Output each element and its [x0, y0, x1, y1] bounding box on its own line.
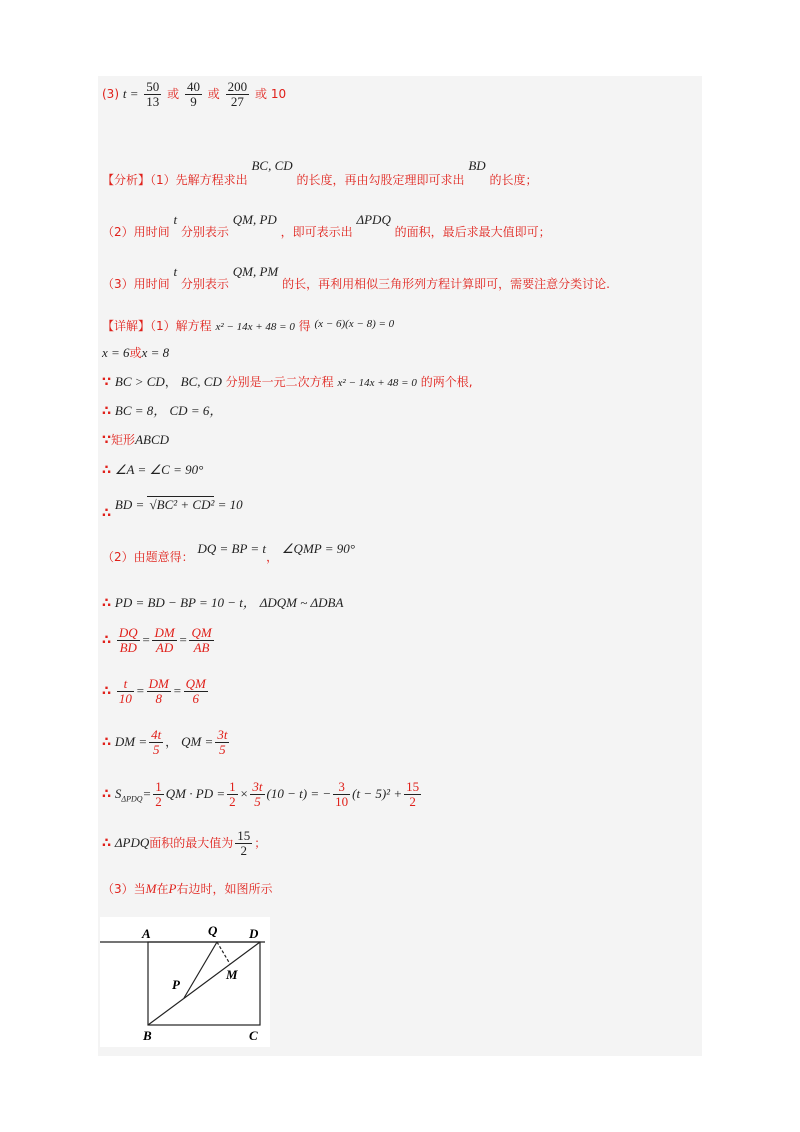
label-p: P [172, 977, 180, 992]
math-triangle-pdq: ΔPDQ [114, 835, 150, 850]
therefore-symbol: ∴ [102, 596, 112, 611]
therefore-symbol: ∴ [102, 836, 112, 851]
analysis-line-3 [102, 264, 610, 292]
frac-dq-bd: $\frac{DQ}{BD}$ [118, 625, 138, 655]
content-panel [98, 76, 702, 1056]
math-qm-pd: QM, PD [232, 212, 277, 227]
t-equals: t = [122, 86, 139, 101]
therefore-symbol: ∴ [102, 684, 112, 699]
detail-text: （1）解方程 [150, 319, 212, 333]
ratio-line-1: ∴ $\frac{DQ}{BD}$ = $\frac{DM}{AD}$ = $\frac{QM}{AB}$ [102, 625, 212, 655]
math-eq-10: = 10 [214, 497, 243, 512]
detail-text: 得 [298, 319, 311, 333]
detail-text: 的两个根, [420, 375, 473, 389]
math-bc-cd: BC, CD [251, 158, 293, 173]
area-line: ∴ $S_{\Delta PDQ}=$ $\frac{1}{2}$ QM · PD = $\frac{1}{2}$ × $\frac{3t}{5}$ (10 − t) = − $\frac{3}{10}$ (t − 5)² + $\frac{15}{2}$ [102, 779, 420, 809]
answer-label: (3) [102, 87, 119, 101]
math-m: M [145, 881, 157, 896]
math-sub: ΔPDQ [121, 794, 143, 804]
answer-10: 10 [270, 87, 287, 101]
frac-15-2-max: $\frac{15}{2}$ [237, 828, 251, 858]
frac-200-27: $\frac{200}{27}$ [227, 79, 248, 109]
or-text: 或 [129, 346, 142, 360]
segment-pq [184, 942, 217, 998]
analysis-text: 分别表示 [180, 277, 229, 291]
frac-3t-5: $\frac{3t}{5}$ [217, 727, 228, 757]
math-qm-pm: QM, PM [232, 264, 279, 279]
therefore-line-1 [102, 403, 222, 420]
or-3: 或 [254, 87, 267, 101]
math-equation: x² − 14x + 48 = 0 [215, 321, 295, 333]
analysis-text: （3）用时间 [102, 277, 170, 291]
analysis-line-2 [102, 212, 551, 240]
math-qm-pd: QM · PD = [165, 786, 226, 801]
ratio-line-2: ∴ $\frac{t}{10}$ = $\frac{DM}{8}$ = $\frac{QM}{6}$ [102, 676, 206, 706]
analysis-text: 分别表示 [180, 225, 229, 239]
math-pd: PD = BD − BP = 10 − t， [114, 595, 256, 610]
math-sqrt: √BC² + CD² [149, 497, 215, 512]
pd-line [102, 595, 343, 612]
frac-qm-6: $\frac{QM}{6}$ [185, 676, 206, 706]
because-symbol: ∵ [102, 433, 112, 448]
label-b: B [143, 1028, 152, 1043]
part3-text: 右边时，如图所示 [176, 882, 273, 896]
math-triangle-pdq: ΔPDQ [356, 212, 391, 227]
or-2: 或 [207, 87, 220, 101]
analysis-text: （1）先解方程求出 [150, 173, 248, 187]
math-x6: x = 6 [102, 345, 130, 360]
math-dq-bp-t: DQ = BP = t [197, 541, 267, 556]
therefore-symbol: ∴ [102, 404, 112, 419]
math-angle-qmp: ∠QMP = 90° [281, 541, 355, 556]
frac-dm-8: $\frac{DM}{8}$ [148, 676, 169, 706]
detail-line-1 [102, 318, 394, 335]
math-bd: BD = [114, 497, 148, 512]
analysis-text: 的长，再利用相似三角形列方程计算即可，需要注意分类讨论. [282, 277, 610, 291]
math-angles: ∠A = ∠C = 90° [114, 462, 204, 477]
therefore-line-2 [102, 462, 203, 479]
therefore-line-3 [102, 497, 243, 521]
analysis-text: 的面积，最后求最大值即可； [394, 225, 551, 239]
frac-50-13: $\frac{50}{13}$ [146, 79, 160, 109]
analysis-text: 的长度，再由勾股定理即可求出 [296, 173, 465, 187]
diagonal-bd [148, 942, 260, 1025]
therefore-symbol: ∴ [102, 787, 112, 802]
label-m: M [226, 967, 238, 982]
part3-intro [102, 881, 272, 897]
figure-svg [100, 917, 270, 1047]
frac-qm-ab: $\frac{QM}{AB}$ [191, 625, 212, 655]
math-dm: DM = [114, 734, 148, 749]
math-times: × [239, 786, 249, 801]
because-symbol: ∵ [102, 375, 112, 390]
analysis-line-1 [102, 158, 538, 188]
math-factored: (x − 6)(x − 8) = 0 [314, 318, 395, 330]
frac-15-2: $\frac{15}{2}$ [406, 779, 420, 809]
math-square: (t − 5)² + [352, 786, 403, 801]
math-bc-cd: BC, CD [180, 374, 222, 389]
frac-4t-5: $\frac{4t}{5}$ [151, 727, 162, 757]
because-line-2 [102, 432, 169, 449]
math-equation: x² − 14x + 48 = 0 [337, 377, 417, 389]
part3-text: 在 [156, 882, 169, 896]
therefore-symbol: ∴ [102, 506, 112, 521]
math-similar: ΔDQM ~ ΔDBA [259, 595, 344, 610]
part2-text: （2）由题意得： [102, 550, 194, 564]
frac-3-10: $\frac{3}{10}$ [335, 779, 349, 809]
solutions-line [102, 345, 169, 361]
max-line [102, 829, 266, 858]
geometry-figure [100, 917, 270, 1047]
math-qm: QM = [181, 734, 214, 749]
label-a: A [142, 926, 151, 941]
math-bc-gt-cd: BC > CD [114, 374, 165, 389]
segment-qm-dashed [217, 942, 230, 964]
because-line-1: ∵ BC > CD， BC, CD 分别是一元二次方程 x² − 14x + 48 = 0 的两个根, [102, 374, 473, 390]
label-q: Q [208, 923, 218, 938]
math-t: t [173, 264, 178, 279]
therefore-symbol: ∴ [102, 735, 112, 750]
math-bc8-cd6: BC = 8， CD = 6， [114, 403, 223, 418]
comma: ， [266, 550, 279, 564]
frac-dm-ad: $\frac{DM}{AD}$ [154, 625, 175, 655]
analysis-text: （2）用时间 [102, 225, 170, 239]
therefore-symbol: ∴ [102, 463, 112, 478]
math-paren: (10 − t) = − [266, 786, 332, 801]
math-p: P [168, 881, 177, 896]
part3-text: （3）当 [102, 882, 146, 896]
label-d: D [249, 926, 259, 941]
detail-tag: 【详解】 [102, 319, 151, 333]
sqrt-body: BC² + CD² [156, 497, 215, 512]
analysis-text: 的长度； [489, 173, 538, 187]
math-t: t [173, 212, 178, 227]
frac-t-10: $\frac{t}{10}$ [118, 676, 132, 706]
math-bd: BD [468, 158, 486, 173]
max-text: 面积的最大值为 [149, 836, 234, 850]
frac-3t-5b: $\frac{3t}{5}$ [252, 779, 263, 809]
frac-1-2b: $\frac{1}{2}$ [229, 779, 236, 809]
frac-1-2: $\frac{1}{2}$ [155, 779, 162, 809]
frac-40-9: $\frac{40}{9}$ [186, 79, 200, 109]
analysis-text: ，即可表示出 [280, 225, 353, 239]
analysis-tag: 【分析】 [102, 173, 151, 187]
math-s: S [114, 786, 122, 801]
detail-text: 矩形 [111, 433, 136, 447]
therefore-symbol: ∴ [102, 633, 112, 648]
math-x8: x = 8 [141, 345, 170, 360]
math-abcd: ABCD [135, 432, 170, 447]
or-1: 或 [167, 87, 180, 101]
semicolon: ； [254, 836, 267, 850]
part3-answer [102, 80, 286, 109]
label-c: C [249, 1028, 258, 1043]
part2-intro [102, 541, 355, 565]
dm-qm-line: ∴ DM = $\frac{4t}{5}$ ， QM = $\frac{3t}{5}$ [102, 727, 228, 757]
detail-text: 分别是一元二次方程 [225, 375, 334, 389]
